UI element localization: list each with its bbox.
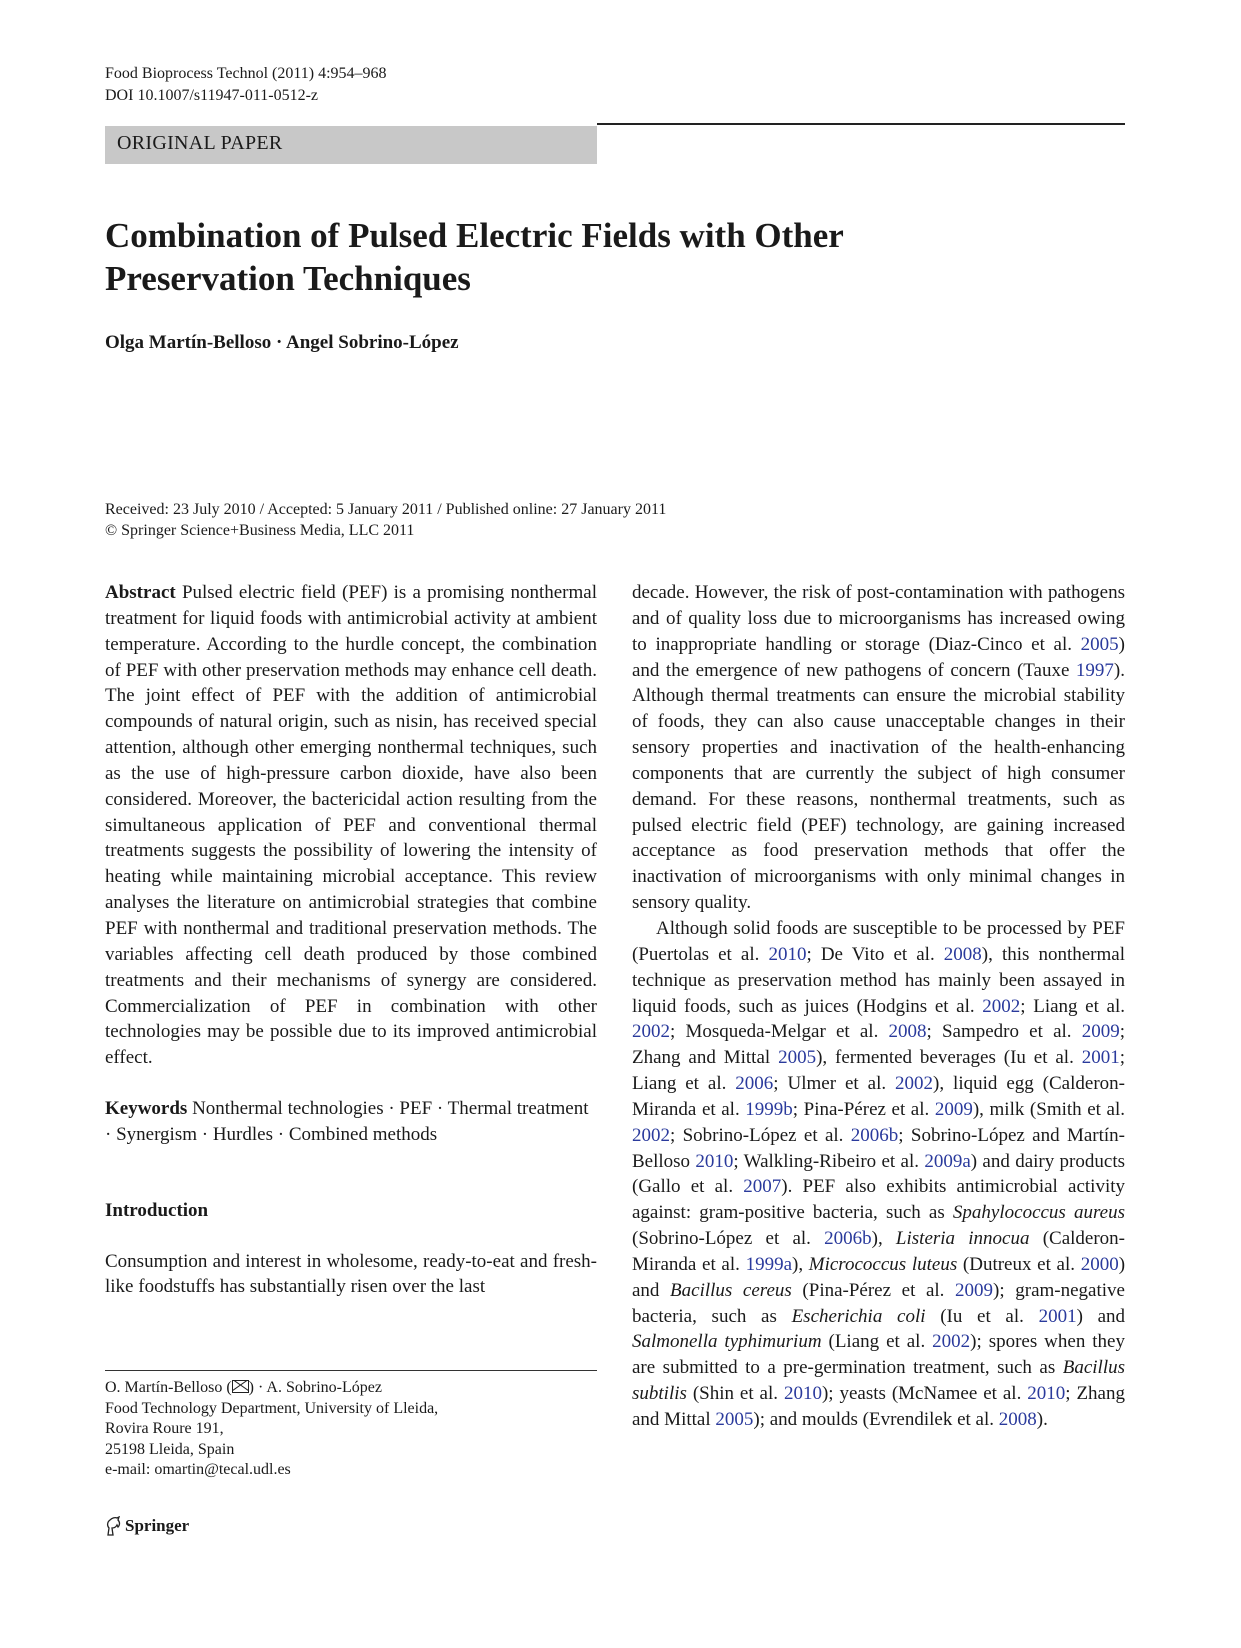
envelope-icon	[232, 1380, 249, 1393]
abstract	[105, 580, 597, 1071]
copyright: © Springer Science+Business Media, LLC 2011	[105, 522, 415, 539]
body-text: ), milk (Smith et al.	[972, 1098, 1125, 1120]
springer-horse-icon	[105, 1516, 121, 1536]
body-text: ), liquid egg (Calderon-Miranda et al.	[632, 1073, 1125, 1120]
species-name: Listeria innocua	[895, 1228, 1030, 1250]
footnote-rule	[105, 1370, 597, 1371]
body-text: (Calderon-Miranda et al.	[632, 1228, 1125, 1275]
species-name: Salmonella typhimurium	[632, 1331, 822, 1353]
correspondence-footnote	[105, 1378, 438, 1481]
introduction-paragraph: Consumption and interest in wholesome, ready-to-eat and fresh-like foodstuffs has substantially risen over the last	[105, 1250, 597, 1298]
doi: DOI 10.1007/s11947-011-0512-z	[105, 87, 319, 104]
citation-link[interactable]: 2006	[735, 1073, 774, 1095]
body-paragraph-1	[632, 580, 1125, 916]
citation-link[interactable]: 1999a	[745, 1253, 792, 1275]
body-text: (Pina-Pérez et al.	[791, 1279, 956, 1301]
citation-link[interactable]: 2005	[715, 1409, 754, 1430]
header-rule	[597, 123, 1125, 125]
keywords-label: Keywords	[105, 1098, 188, 1120]
body-text: ); yeasts (McNamee et al.	[821, 1383, 1028, 1405]
body-text: ), this nonthermal technique as preservation method has mainly been assayed in liquid foods, such as juices (Hodgins et al.	[632, 943, 1126, 1017]
citation-link[interactable]: 2009a	[924, 1150, 971, 1172]
citation-link[interactable]: 2009	[1081, 1021, 1120, 1043]
citation-link[interactable]: 2005	[778, 1047, 817, 1069]
species-name: Micrococcus luteus	[808, 1253, 958, 1275]
history-dates: Received: 23 July 2010 / Accepted: 5 January 2011 / Published online: 27 January 2011	[105, 501, 667, 518]
body-text: ). PEF also exhibits antimicrobial activity against: gram-positive bacteria, such as	[632, 1176, 1125, 1224]
title-line-1: Combination of Pulsed Electric Fields with Other	[105, 216, 844, 255]
body-text: (Dutreux et al.	[957, 1253, 1081, 1275]
body-text: ; Liang et al.	[1020, 995, 1125, 1017]
citation-link[interactable]: 2002	[932, 1331, 971, 1353]
affiliation: Food Technology Department, University of Lleida,	[105, 1399, 439, 1417]
body-text: ; Walkling-Ribeiro et al.	[733, 1150, 925, 1172]
left-column	[105, 580, 597, 1300]
citation-link[interactable]: 2001	[1081, 1047, 1120, 1069]
publisher-name: Springer	[125, 1516, 190, 1535]
body-text: ) and	[632, 1253, 1126, 1301]
body-text: ; Liang et al.	[632, 1047, 1125, 1095]
publisher-logo	[105, 1516, 189, 1536]
citation-link[interactable]: 2002	[632, 1021, 670, 1043]
publication-dates	[105, 499, 666, 541]
species-name: Bacillus cereus	[670, 1279, 792, 1301]
section-label-bar	[105, 126, 597, 164]
body-text: (Iu et al.	[925, 1305, 1039, 1327]
body-text: ) and	[1076, 1305, 1126, 1327]
body-text: ; Mosqueda-Melgar et al.	[670, 1021, 889, 1043]
citation-link[interactable]: 2001	[1038, 1305, 1077, 1327]
right-column	[632, 580, 1125, 1433]
body-text: ; Ulmer et al.	[773, 1073, 896, 1095]
citation-link[interactable]: 2002	[895, 1073, 934, 1095]
body-text: Although solid foods are susceptible to be processed by PEF (Puertolas et al.	[632, 917, 1125, 965]
citation-link[interactable]: 2006b	[850, 1124, 899, 1146]
citation-link[interactable]: 2008	[943, 943, 982, 965]
body-text: decade. However, the risk of post-contamination with pathogens and of quality loss due to microorganisms has increased owing to inappropriate handling or storage (Diaz-Cinco et al.	[632, 582, 1125, 655]
corresponding-author: O. Martín-Belloso (	[105, 1379, 232, 1396]
citation-link[interactable]: 2009	[955, 1279, 994, 1301]
body-text: ); and moulds (Evrendilek et al.	[753, 1409, 999, 1430]
citation-link[interactable]: 1997	[1075, 659, 1114, 681]
body-text: ; Pina-Pérez et al.	[792, 1098, 935, 1120]
body-text: (Sobrino-López et al.	[632, 1228, 825, 1250]
author-list: Olga Martín-Belloso · Angel Sobrino-López	[105, 332, 459, 353]
city-address: 25198 Lleida, Spain	[105, 1440, 235, 1458]
citation-link[interactable]: 1999b	[745, 1098, 793, 1120]
citation-link[interactable]: 2002	[632, 1124, 670, 1146]
citation-link[interactable]: 2010	[695, 1150, 734, 1172]
body-text: ; Zhang and Mittal	[632, 1021, 1125, 1069]
body-text: ; Sobrino-López et al.	[670, 1124, 851, 1146]
body-text: ; Sampedro et al.	[926, 1021, 1082, 1043]
citation-link[interactable]: 2010	[1027, 1383, 1066, 1405]
email[interactable]: e-mail: omartin@tecal.udl.es	[105, 1461, 291, 1478]
article-title	[105, 214, 1005, 300]
citation-link[interactable]: 2010	[768, 943, 807, 965]
citation-link[interactable]: 2010	[783, 1383, 822, 1405]
citation-link[interactable]: 2008	[888, 1021, 927, 1043]
body-text: ). Although thermal treatments can ensure the microbial stability of foods, they can also cause unacceptable changes in their sensory properties and inactivation of the health-enhancing components that are currently the subject of high consumer demand. For these reasons, nonthermal treatments, such as pulsed electric field (PEF) technology, are gaining increased acceptance as food preservation methods that offer the inactivation of microorganisms with only minimal changes in sensory quality.	[632, 659, 1125, 914]
body-text: ), fermented beverages (Iu et al.	[816, 1047, 1082, 1069]
body-text: ); gram-negative bacteria, such as	[632, 1279, 1125, 1327]
body-text: ),	[871, 1228, 896, 1250]
section-label: ORIGINAL PAPER	[117, 132, 283, 154]
body-text: ; Sobrino-López and Martín-Belloso	[632, 1124, 1125, 1172]
body-text: ; De Vito et al.	[806, 943, 944, 965]
citation-link[interactable]: 2007	[743, 1176, 782, 1198]
body-paragraph-2	[632, 916, 1125, 1433]
body-text: ); spores when they are submitted to a pre-germination treatment, such as	[632, 1331, 1125, 1379]
body-text: (Liang et al.	[821, 1331, 933, 1353]
abstract-label: Abstract	[105, 582, 176, 603]
body-text: ) and the emergence of new pathogens of concern (Tauxe	[632, 633, 1125, 681]
species-name: Escherichia coli	[791, 1305, 926, 1327]
journal-citation: Food Bioprocess Technol (2011) 4:954–968	[105, 65, 387, 82]
keywords-text: Nonthermal technologies · PEF · Thermal treatment · Synergism · Hurdles · Combined methods	[105, 1098, 589, 1145]
street-address: Rovira Roure 191,	[105, 1420, 224, 1437]
body-text: (Shin et al.	[686, 1383, 784, 1405]
citation-link[interactable]: 2006b	[824, 1228, 872, 1250]
species-name: Bacillus subtilis	[632, 1357, 1125, 1405]
citation-link[interactable]: 2008	[998, 1409, 1037, 1430]
citation-link[interactable]: 2005	[1080, 633, 1119, 655]
correspondence-authors	[105, 1378, 438, 1399]
body-text: ).	[1036, 1409, 1048, 1430]
citation-link[interactable]: 2000	[1080, 1253, 1119, 1275]
title-line-2: Preservation Techniques	[105, 259, 471, 298]
body-text: ) and dairy products (Gallo et al.	[632, 1150, 1125, 1198]
abstract-text: Pulsed electric field (PEF) is a promising nonthermal treatment for liquid foods with antimicrobial activity at ambient temperature. According to the hurdle concept, the combination of PEF with other preservation methods may enhance cell death. The joint effect of PEF with the addition of antimicrobial compounds of natural origin, such as nisin, has received special attention, although other emerging nonthermal techniques, such as the use of high-pressure carbon dioxide, have also been considered. Moreover, the bactericidal action resulting from the simultaneous application of PEF and conventional thermal treatments suggests the possibility of lowering the intensity of heating while maintaining microbial acceptance. This review analyses the literature on antimicrobial strategies that combine PEF with nonthermal and traditional preservation methods. The variables affecting cell death produced by those combined treatments and their mechanisms of synergy are considered. Commercialization of PEF in combination with other technologies may be possible due to its improved antimicrobial effect.	[105, 582, 597, 1069]
body-text: ; Zhang and Mittal	[632, 1383, 1125, 1430]
citation-link[interactable]: 2009	[934, 1098, 973, 1120]
keywords	[105, 1096, 597, 1148]
introduction-heading: Introduction	[105, 1199, 209, 1221]
citation-link[interactable]: 2002	[982, 995, 1021, 1017]
species-name: Spahylococcus aureus	[952, 1202, 1125, 1224]
co-author: ) · A. Sobrino-López	[248, 1379, 382, 1396]
body-text: ),	[792, 1253, 809, 1275]
